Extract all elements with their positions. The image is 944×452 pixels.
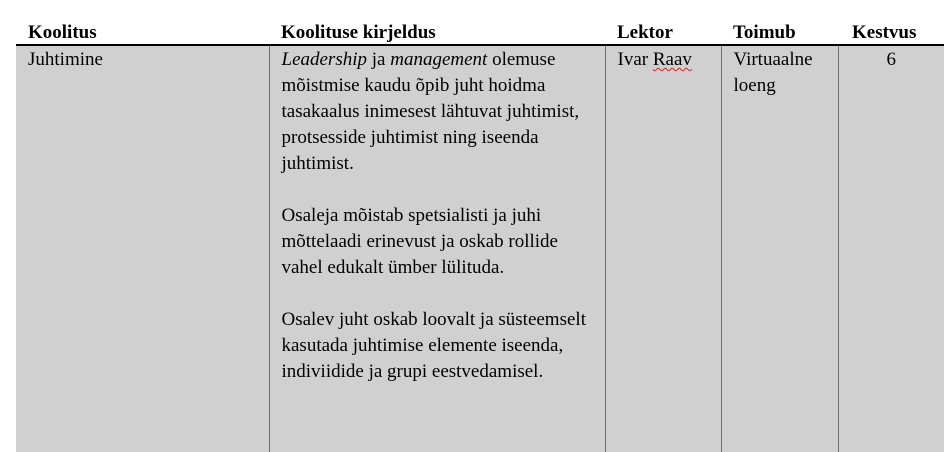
- description-em-leadership: Leadership: [281, 49, 367, 70]
- cell-toimub[interactable]: Virtuaalne loeng: [721, 45, 838, 452]
- header-kirjeldus: Koolituse kirjeldus: [269, 22, 605, 45]
- cell-lektor[interactable]: [605, 45, 721, 452]
- table-row: [16, 45, 944, 452]
- cell-kirjeldus[interactable]: [269, 45, 605, 452]
- header-koolitus: Koolitus: [16, 22, 269, 45]
- lektor-first-name: Ivar: [617, 49, 649, 70]
- course-table: [16, 22, 944, 452]
- description-em-management: management: [390, 49, 488, 70]
- header-kestvus: Kestvus: [838, 22, 944, 45]
- description-paragraph-3: Osalev juht oskab loovalt ja süsteemselt kasutada juhtimise elemente iseenda, indiviidide ja grupi eestvedamisel.: [281, 309, 586, 382]
- header-lektor: Lektor: [605, 22, 721, 45]
- description-paragraph-1-rest: olemuse mõistmise kaudu õpib juht hoidma tasakaalus inimesest lähtuvat juhtimist, protsesside juhtimist ning iseenda juhtimist.: [281, 49, 580, 174]
- header-toimub: Toimub: [721, 22, 838, 45]
- cell-kestvus[interactable]: 6: [838, 45, 944, 452]
- description-paragraph-1: [282, 47, 597, 177]
- header-row: [16, 22, 944, 45]
- lektor-last-name: Raav: [652, 49, 692, 70]
- cell-koolitus[interactable]: Juhtimine: [16, 45, 269, 452]
- description-joiner: ja: [367, 49, 391, 70]
- description-paragraph-2: Osaleja mõistab spetsialisti ja juhi mõttelaadi erinevust ja oskab rollide vahel edukalt ümber lülituda.: [281, 205, 558, 278]
